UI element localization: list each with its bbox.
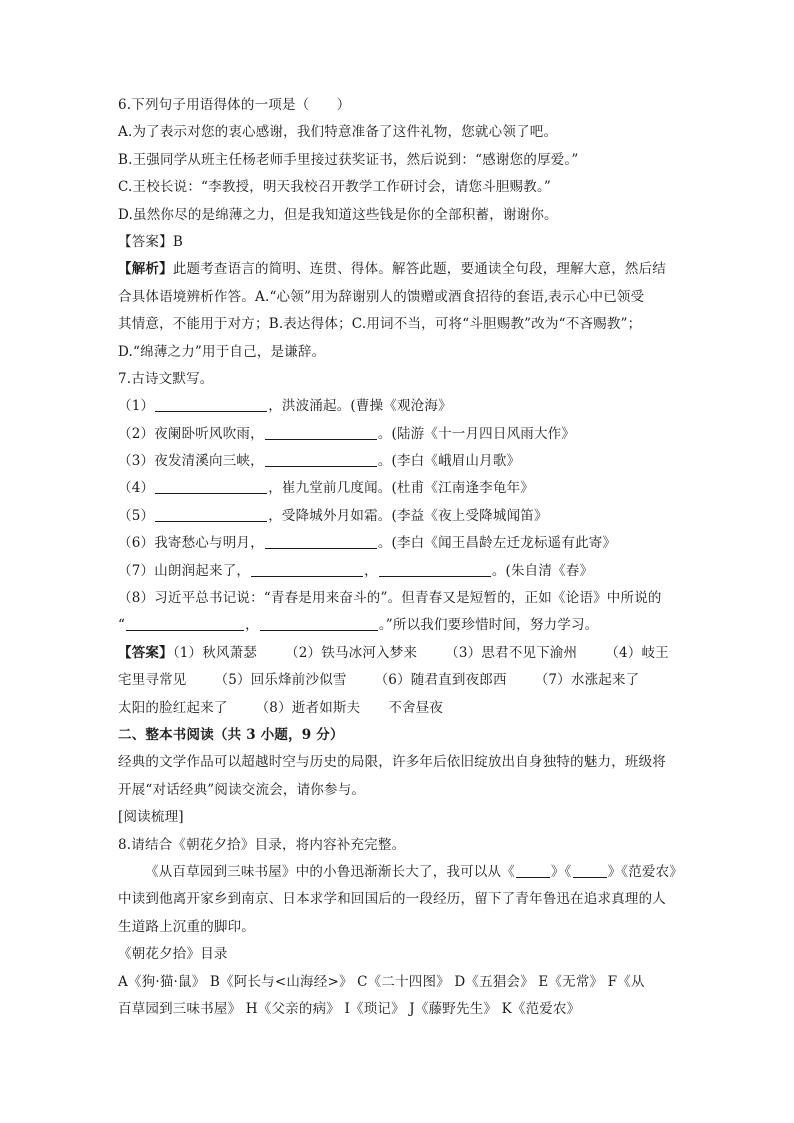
item-num: （2） [118,425,155,442]
item-before: 山朗润起来了， [154,562,251,579]
fill-blank[interactable] [379,562,491,577]
analysis-label: 【解析】 [118,261,173,278]
q6-analysis-line-4: D.“绵薄之力”用于自己，是谦辞。 [118,343,326,360]
item-before: 夜阑卧听风吹雨， [154,425,264,442]
answer-item: （2）铁马冰河入梦来 [285,644,418,661]
item-after: 。(李白《闻王昌龄左迁龙标遥有此寄》 [377,535,617,552]
q8-toc-line-2: 百草园到三味书屋》 H《父亲的病》 I《琐记》 J《藤野先生》 K《范爱农》 [118,1000,581,1017]
item-mid: ， [245,617,259,634]
q6-option-c: C.王校长说：“李教授，明天我校召开教学工作研讨会，请您斗胆赐教。” [118,179,551,196]
q6-stem: 6.下列句子用语得体的一项是（ ） [118,97,351,113]
item-num: （7） [118,562,155,579]
item-num: （5） [118,507,155,524]
q7-item-4 [118,475,678,502]
answer-item: 宅里寻常见 [118,672,187,689]
q7-item-7 [118,558,678,585]
q6-option-b: B.王强同学从班主任杨老师手里接过获奖证书，然后说到：“感谢您的厚爱。” [118,151,579,168]
answer-value: B [172,233,183,250]
answer-item: （1）秋风萧瑟 [172,644,258,661]
answer-item: （7）水涨起来了 [534,672,640,689]
q6-analysis-line-2: 合具体语境辨析作答。A.“心领”用为辞谢别人的馈赠或酒食招待的套语,表示心中已领受 [118,288,645,305]
q7-item-8-line-2 [118,612,678,639]
fill-blank[interactable] [155,507,267,522]
fill-blank[interactable] [155,397,267,412]
item-num: （3） [118,453,155,470]
answer-item: 太阳的脸红起来了 [118,699,228,716]
item-after: ，受降城外月如霜。(李益《夜上受降城闻笛》 [268,507,548,524]
q7-answer-line-2 [118,667,678,694]
section-subhead: [阅读梳理] [118,809,184,826]
item-open-quote: “ [118,617,126,634]
q7-stem: 7.古诗文默写。 [118,370,214,387]
q7-item-1 [118,393,678,420]
fill-blank[interactable] [265,425,377,440]
q6-analysis-line-3: 其情意，不能用于对方；B.表达得体；C.用词不当，可将“斗胆赐教”改为“不吝赐教”； [118,316,642,333]
item-after: 。(朱自清《春》 [491,562,594,579]
q6-option-a: A.为了表示对您的衷心感谢，我们特意准备了这件礼物，您就心领了吧。 [118,124,558,141]
q8-para-line-1 [118,859,684,886]
fill-blank[interactable] [265,452,377,467]
q6-answer [118,229,678,256]
item-after: ，洪波涌起。(曹操《观沧海》 [268,398,452,415]
answer-label: 【答案】 [118,233,173,250]
fill-blank[interactable] [265,534,377,549]
answer-item: （5）回乐烽前沙似雪 [214,672,347,689]
q6-option-d: D.虽然你尽的是绵薄之力，但是我知道这些钱是你的全部积蓄，谢谢你。 [118,206,558,223]
q7-item-2 [118,421,678,448]
item-after: ，崔九堂前几度闻。(杜甫《江南逢李龟年》 [268,480,534,497]
q8-para-line-2: 中读到他离开家乡到南京、日本求学和回国后的一段经历，留下了青年鲁迅在追求真理的人 [118,891,666,908]
section-heading: 二、整本书阅读（共 3 小题，9 分） [118,726,344,743]
answer-label: 【答案】 [118,644,173,661]
q8-para-line-3: 生道路上沉重的脚印。 [118,918,255,935]
fill-blank[interactable] [155,479,267,494]
q8-toc-line-1: A《狗·猫·鼠》 B《阿长与<山海经>》 C《二十四图》 D《五猖会》 E《无常》 F《从 [118,973,645,990]
section-intro-line-1: 经典的文学作品可以超越时空与历史的局限，许多年后依旧绽放出自身独特的魅力，班级将 [118,754,666,771]
q8-stem: 8.请结合《朝花夕拾》目录，将内容补充完整。 [118,836,406,853]
answer-item: （4）岐王 [605,644,669,661]
fill-blank[interactable] [516,863,550,878]
q7-item-5 [118,503,678,530]
q8-toc-title: 《朝花夕拾》目录 [118,946,228,963]
item-num: （1） [118,398,155,415]
document-page [118,92,684,1023]
answer-item: 不舍昼夜 [388,699,444,716]
q7-item-8-line-1: （8）习近平总书记说：“青春是用来奋斗的”。但青春又是短暂的，正如《论语》中所说的 [118,590,662,607]
fill-blank[interactable] [573,863,607,878]
q7-answer-line-1 [118,640,678,667]
q6-analysis-line-1 [118,256,678,283]
item-after: 。(陆游《十一月四日风雨大作》 [377,425,576,442]
item-before: 夜发清溪向三峡， [154,453,264,470]
answer-item: （6）随君直到夜郎西 [374,672,507,689]
q7-item-6 [118,530,678,557]
section-intro-line-2: 开展“对话经典”阅读交流会，请你参与。 [118,781,366,798]
q7-item-3 [118,448,678,475]
analysis-text: 此题考查语言的简明、连贯、得体。解答此题，要通读全句段，理解大意，然后结 [172,261,667,278]
answer-item: （8）逝者如斯夫 [255,699,361,716]
para-text: 《从百草园到三味书屋》中的小鲁迅渐渐长大了，我可以从《 [145,863,515,880]
para-text: 》《范爱农》 [607,863,684,880]
item-mid: ， [364,562,378,579]
answer-item: （3）思君不见下渝州 [445,644,578,661]
fill-blank[interactable] [251,562,363,577]
fill-blank[interactable] [260,616,378,631]
item-num: （4） [118,480,155,497]
item-after: 。(李白《峨眉山月歌》 [377,453,521,470]
para-text: 》《 [550,863,572,880]
item-before: 我寄愁心与明月， [154,535,264,552]
q7-answer-line-3 [118,695,678,722]
item-num: （6） [118,535,155,552]
item-after: 。”所以我们要珍惜时间，努力学习。 [378,617,599,634]
fill-blank[interactable] [126,616,244,631]
